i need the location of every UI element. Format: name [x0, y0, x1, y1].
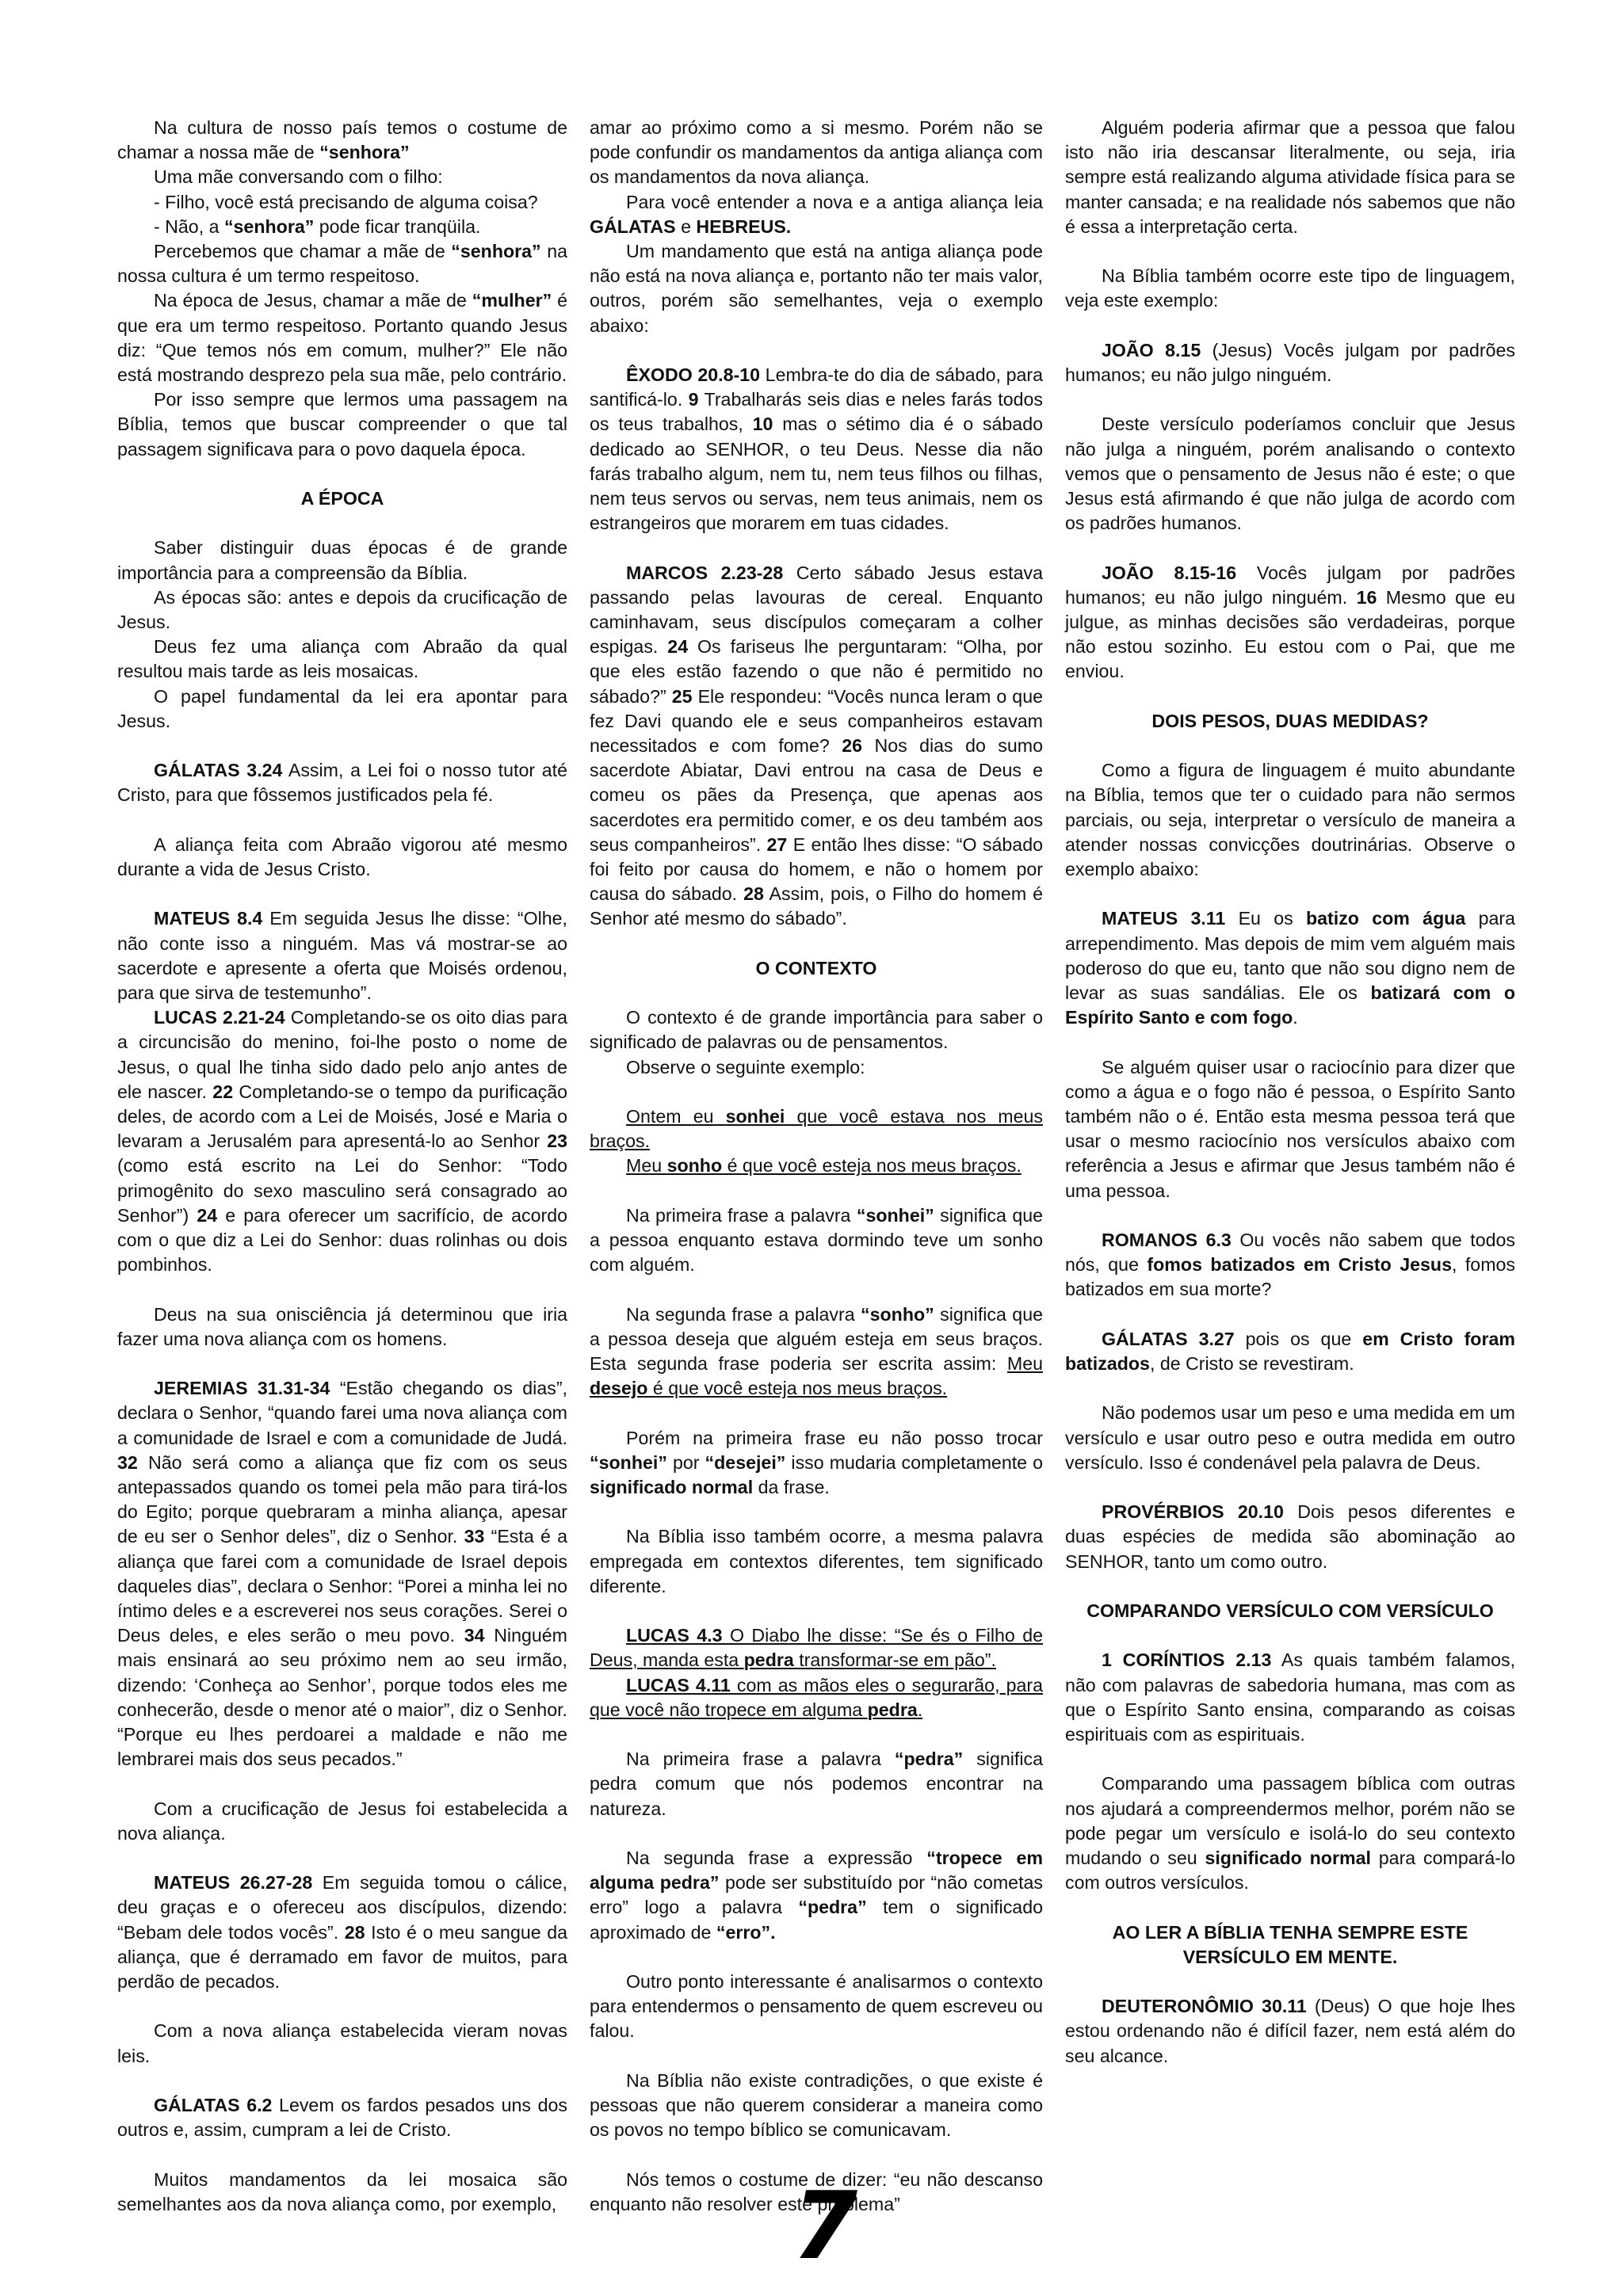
paragraph: Na segunda frase a expressão “tropece em alguma pedra” pode ser substituído por “não cometas erro” logo a palavra “pedra” tem o significado aproximado de “erro”. — [590, 1848, 1044, 1943]
verse-quote: PROVÉRBIOS 20.10 Dois pesos diferentes e duas espécies de medida são abominação ao SENHOR, tanto um como outro. — [1065, 1501, 1515, 1572]
paragraph: Deus fez uma aliança com Abraão da qual resultou mais tarde as leis mosaicas. — [117, 636, 567, 682]
paragraph: Outro ponto interessante é analisarmos o contexto para entendermos o pensamento de quem escreveu ou falou. — [590, 1971, 1043, 2042]
verse-quote: MARCOS 2.23-28 Certo sábado Jesus estava passando pelas lavouras de cereal. Enquanto caminhavam, seus discípulos começaram a colher espigas. 24 Os fariseus lhe perguntaram: “Olha, por que eles estão fazendo o que não é permitido no sábado?” 25 Ele respondeu: “Vocês nunca leram o que fez Davi quando ele e seus companheiros estavam necessitados e com fome? 26 Nos dias do sumo sacerdote Abiatar, Davi entrou na casa de Deus e comeu os pães da Presença, que apenas aos sacerdotes era permitido comer, e os deu também aos seus companheiros”. 27 E então lhes disse: “O sábado foi feito por causa do homem, e não o homem por causa do sábado. 28 Assim, pois, o Filho do homem é Senhor até mesmo do sábado”. — [590, 562, 1044, 929]
paragraph: Um mandamento que está na antiga aliança pode não está na nova aliança e, portanto não ter mais valor, outros, porém são semelhantes, veja o exemplo abaixo: — [590, 241, 1043, 336]
paragraph: Por isso sempre que lermos uma passagem na Bíblia, temos que buscar compreender o que tal passagem significava para o povo daquela época. — [117, 389, 567, 460]
paragraph: Percebemos que chamar a mãe de “senhora” na nossa cultura é um termo respeitoso. — [117, 241, 567, 287]
paragraph: A aliança feita com Abraão vigorou até mesmo durante a vida de Jesus Cristo. — [117, 833, 567, 880]
paragraph: Deste versículo poderíamos concluir que Jesus não julga a ninguém, porém analisando o contexto vemos que o pensamento de Jesus não é este; o que Jesus está afirmando é que não julga de acordo com os padrões humanos. — [1065, 414, 1515, 534]
verse-quote: MATEUS 3.11 Eu os batizo com água para arrependimento. Mas depois de mim vem alguém mais poderoso do que eu, tanto que não sou digno nem de levar as suas sandálias. Ele os batizará com o Espírito Santo e com fogo. — [1065, 908, 1516, 1028]
paragraph: Se alguém quiser usar o raciocínio para dizer que como a água e o fogo não é pessoa, o Espírito Santo também não o é. Então esta mesma pessoa terá que usar o mesmo raciocínio nos versículos abaixo com referência a Jesus e afirmar que Jesus também não é uma pessoa. — [1065, 1056, 1515, 1201]
paragraph: Na primeira frase a palavra “pedra” significa pedra comum que nós podemos encontrar na natureza. — [590, 1749, 1043, 1819]
paragraph: Na Bíblia não existe contradições, o que existe é pessoas que não querem considerar a maneira como os povos no tempo bíblico se comunicavam. — [590, 2069, 1043, 2141]
paragraph: O contexto é de grande importância para saber o significado de palavras ou de pensamentos. — [590, 1007, 1043, 1053]
paragraph: Na segunda frase a palavra “sonho” significa que a pessoa deseja que alguém esteja em seus braços. Esta segunda frase poderia ser escrita assim: Meu desejo é que você esteja nos meus braços. — [590, 1303, 1043, 1399]
paragraph: Muitos mandamentos da lei mosaica são semelhantes aos da nova aliança como, por exemplo, — [117, 2168, 567, 2214]
paragraph: Uma mãe conversando com o filho: — [154, 166, 443, 188]
paragraph: Na Bíblia isso também ocorre, a mesma palavra empregada em contextos diferentes, tem significado diferente. — [590, 1526, 1043, 1596]
section-heading: A ÉPOCA — [300, 488, 384, 509]
paragraph: Como a figura de linguagem é muito abundante na Bíblia, temos que ter o cuidado para não sermos parciais, ou seja, interpretar o versículo de maneira a atender nossas convicções doutrinárias. Observe o exemplo abaixo: — [1065, 760, 1515, 879]
verse-quote: LUCAS 2.21-24 Completando-se os oito dias para a circuncisão do menino, foi-lhe posto o nome de Jesus, o qual lhe tinha sido dado pelo anjo antes de ele nascer. 22 Completando-se o tempo da purificação deles, de acordo com a Lei de Moisés, José e Maria o levaram a Jerusalém para apresentá-lo ao Senhor 23 (como está escrito na Lei do Senhor: “Todo primogênito do sexo masculino será consagrado ao Senhor”) 24 e para oferecer um sacrifício, de acordo com o que diz a Lei do Senhor: duas rolinhas ou dois pombinhos. — [117, 1007, 568, 1276]
verse-quote: MATEUS 8.4 Em seguida Jesus lhe disse: “Olhe, não conte isso a ninguém. Mas vá mostrar-se ao sacerdote e apresente a oferta que Moisés ordenou, para que sirva de testemunho”. — [117, 908, 568, 1004]
example-sentence: Meu sonho é que você esteja nos meus braços. — [626, 1155, 1022, 1177]
verse-quote: GÁLATAS 6.2 Levem os fardos pesados uns dos outros e, assim, cumpram a lei de Cristo. — [117, 2095, 567, 2141]
paragraph: Comparando uma passagem bíblica com outras nos ajudará a compreendermos melhor, porém não se pode pegar um versículo e isolá-lo do seu contexto mudando o seu significado normal para compará-lo com outros versículos. — [1065, 1773, 1516, 1894]
paragraph: - Não, a “senhora” pode ficar tranqüila. — [154, 215, 481, 237]
paragraph: Na Bíblia também ocorre este tipo de linguagem, veja este exemplo: — [1065, 265, 1515, 311]
example-sentence: Ontem eu sonhei que você estava nos meus braços. — [590, 1106, 1043, 1152]
column-2 — [590, 116, 1043, 2217]
paragraph: Alguém poderia afirmar que a pessoa que falou isto não iria descansar literalmente, ou seja, iria sempre está realizando alguma atividade física para se manter cansada; e na realidade nós sabemos que não é essa a interpretação certa. — [1065, 117, 1515, 237]
paragraph: Com a crucificação de Jesus foi estabelecida a nova aliança. — [117, 1798, 567, 1844]
section-heading: VERSÍCULO EM MENTE. — [1182, 1946, 1398, 1967]
section-heading: AO LER A BÍBLIA TENHA SEMPRE ESTE — [1112, 1921, 1468, 1943]
verse-quote: DEUTERONÔMIO 30.11 (Deus) O que hoje lhes estou ordenando não é difícil fazer, nem está além do seu alcance. — [1065, 1996, 1515, 2066]
paragraph: Na cultura de nosso país temos o costume de chamar a nossa mãe de “senhora” — [117, 117, 567, 163]
section-heading: DOIS PESOS, DUAS MEDIDAS? — [1151, 710, 1429, 731]
verse-quote: MATEUS 26.27-28 Em seguida tomou o cálice, deu graças e o ofereceu aos discípulos, dizendo: “Bebam dele todos vocês”. 28 Isto é o meu sangue da aliança, que é derramado em favor de muitos, para perdão de pecados. — [117, 1872, 567, 1993]
verse-quote: JOÃO 8.15-16 Vocês julgam por padrões humanos; eu não julgo ninguém. 16 Mesmo que eu julgue, as minhas decisões são verdadeiras, porque não estou sozinho. Eu estou com o Pai, que me enviou. — [1065, 562, 1515, 682]
verse-quote: JOÃO 8.15 (Jesus) Vocês julgam por padrões humanos; eu não julgo ninguém. — [1065, 339, 1515, 385]
verse-quote: LUCAS 4.3 O Diabo lhe disse: “Se és o Filho de Deus, manda esta pedra transformar-se em pão”. — [590, 1625, 1043, 1671]
paragraph: Não podemos usar um peso e uma medida em um versículo e usar outro peso e outra medida em outro versículo. Isso é condenável pela palavra de Deus. — [1065, 1402, 1515, 1473]
verse-quote: LUCAS 4.11 com as mãos eles o segurarão, para que você não tropece em alguma pedra. — [590, 1674, 1043, 1720]
paragraph: amar ao próximo como a si mesmo. Porém não se pode confundir os mandamentos da antiga aliança com os mandamentos da nova aliança. — [590, 117, 1043, 188]
paragraph: Deus na sua onisciência já determinou que iria fazer uma nova aliança com os homens. — [117, 1303, 567, 1349]
paragraph: Nós temos o costume de dizer: “eu não descanso enquanto não resolver este problema” — [590, 2168, 1043, 2214]
verse-quote: 1 CORÍNTIOS 2.13 As quais também falamos, não com palavras de sabedoria humana, mas com as que o Espírito Santo ensina, comparando as coisas espirituais com as espirituais. — [1065, 1650, 1516, 1745]
column-3 — [1065, 116, 1515, 2069]
verse-quote: JEREMIAS 31.31-34 “Estão chegando os dias”, declara o Senhor, “quando farei uma nova aliança com a comunidade de Israel e com a comunidade de Judá. 32 Não será como a aliança que fiz com os seus antepassados quando os tomei pela mão para tirá-los do Egito; porque quebraram a minha aliança, apesar de eu ser o Senhor deles”, diz o Senhor. 33 “Esta é a aliança que farei com a comunidade de Israel depois daqueles dias”, declara o Senhor: “Porei a minha lei no íntimo deles e a escreverei nos seus corações. Serei o Deus deles, e eles serão o meu povo. 34 Ninguém mais ensinará ao seu próximo nem ao seu irmão, dizendo: ‘Conheça ao Senhor’, porque todos eles me conhecerão, desde o menor até o maior”, diz o Senhor. “Porque eu lhes perdoarei a maldade e não me lembrarei mais dos seus pecados.” — [117, 1378, 567, 1770]
verse-quote: ROMANOS 6.3 Ou vocês não sabem que todos nós, que fomos batizados em Cristo Jesus, fomos batizados em sua morte? — [1065, 1230, 1516, 1300]
column-1 — [117, 116, 567, 2217]
verse-quote: GÁLATAS 3.24 Assim, a Lei foi o nosso tutor até Cristo, para que fôssemos justificados pela fé. — [117, 760, 567, 806]
paragraph: As épocas são: antes e depois da crucificação de Jesus. — [117, 586, 567, 633]
paragraph: O papel fundamental da lei era apontar para Jesus. — [117, 685, 567, 731]
paragraph: Com a nova aliança estabelecida vieram novas leis. — [117, 2020, 567, 2066]
paragraph: - Filho, você está precisando de alguma coisa? — [154, 191, 538, 212]
paragraph: Para você entender a nova e a antiga aliança leia GÁLATAS e HEBREUS. — [590, 191, 1043, 237]
section-heading: COMPARANDO VERSÍCULO COM VERSÍCULO — [1086, 1600, 1494, 1621]
paragraph: Na época de Jesus, chamar a mãe de “mulher” é que era um termo respeitoso. Portanto quando Jesus diz: “Que temos nós em comum, mulher?” Ele não está mostrando desprezo pela sua mãe, pelo contrário. — [117, 290, 568, 386]
page-number: 7 — [792, 2171, 858, 2280]
section-heading: O CONTEXTO — [755, 957, 877, 978]
verse-quote: GÁLATAS 3.27 pois os que em Cristo foram batizados, de Cristo se revestiram. — [1065, 1328, 1515, 1374]
paragraph: Porém na primeira frase eu não posso trocar “sonhei” por “desejei” isso mudaria completamente o significado normal da frase. — [590, 1427, 1044, 1498]
paragraph: Observe o seguinte exemplo: — [626, 1056, 865, 1077]
verse-quote: ÊXODO 20.8-10 Lembra-te do dia de sábado, para santificá-lo. 9 Trabalharás seis dias e neles farás todos os teus trabalhos, 10 mas o sétimo dia é o sábado dedicado ao SENHOR, o teu Deus. Nesse dia não farás trabalho algum, nem tu, nem teus filhos ou filhas, nem teus servos ou servas, nem teus animais, nem os estrangeiros que morarem em tuas cidades. — [590, 364, 1043, 534]
paragraph: Na primeira frase a palavra “sonhei” significa que a pessoa enquanto estava dormindo teve um sonho com alguém. — [590, 1204, 1044, 1276]
paragraph: Saber distinguir duas épocas é de grande importância para a compreensão da Bíblia. — [117, 537, 567, 583]
